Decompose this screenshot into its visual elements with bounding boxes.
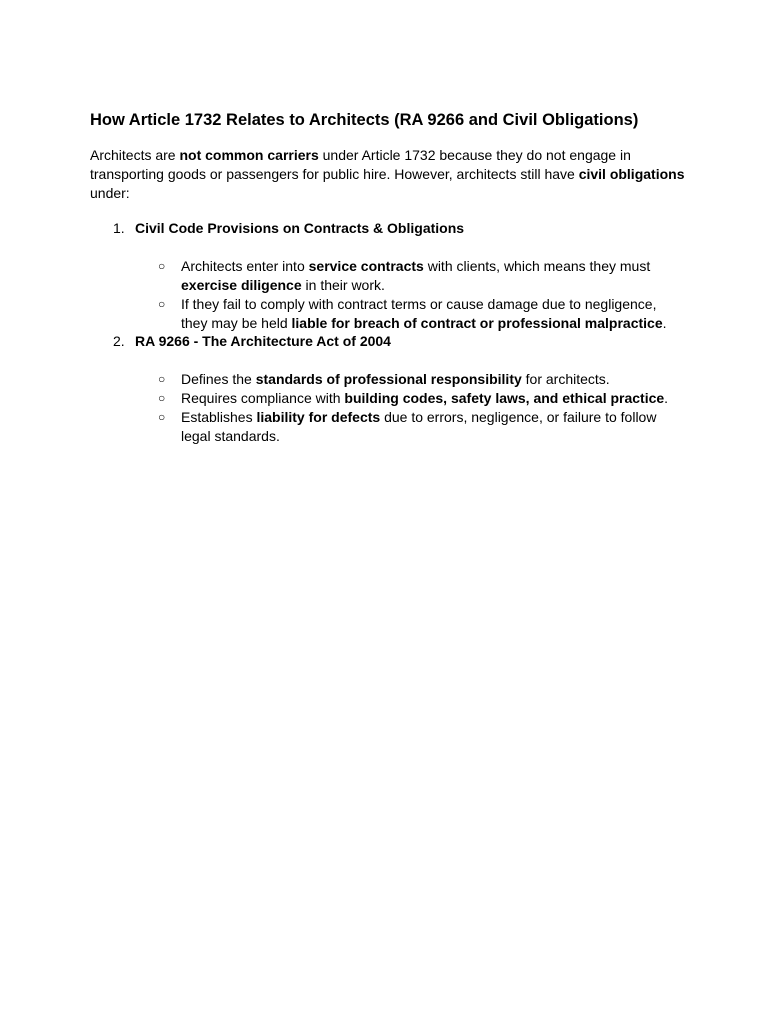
bullet-icon: ○ <box>158 391 166 405</box>
bullet-text-run: they may be held <box>181 315 292 331</box>
bullet-text-run: . <box>664 390 669 406</box>
intro-text: under Article 1732 because they do not engage in <box>318 147 631 163</box>
bullet-bold-run: liability for defects <box>256 409 381 425</box>
intro-text: transporting goods or passengers for public hire. However, architects still have <box>90 166 579 182</box>
bullet-text-run: Requires compliance with <box>181 390 345 406</box>
bullet-bold-run: exercise diligence <box>181 277 302 293</box>
list-number: 2. <box>113 333 125 349</box>
bullet-bold-run: standards of professional responsibility <box>255 371 522 387</box>
section-heading: RA 9266 - The Architecture Act of 2004 <box>135 333 391 349</box>
bullet-bold-run: building codes, safety laws, and ethical practice <box>344 390 665 406</box>
intro-text: under: <box>90 185 130 201</box>
bullet-bold-run: service contracts <box>308 258 424 274</box>
intro-paragraph <box>90 146 690 203</box>
intro-line-2 <box>90 165 690 184</box>
bullet-icon: ○ <box>158 297 166 311</box>
bullet-text-run: for architects. <box>521 371 610 387</box>
intro-line-1 <box>90 146 690 165</box>
bullet-text <box>181 408 701 446</box>
bullet-icon: ○ <box>158 410 166 424</box>
intro-text: Architects are <box>90 147 180 163</box>
document-title: How Article 1732 Relates to Architects (RA 9266 and Civil Obligations) <box>90 111 639 129</box>
bullet-text <box>181 370 701 389</box>
bullet-icon: ○ <box>158 372 166 386</box>
list-number: 1. <box>113 220 125 236</box>
bullet-text-run: Architects enter into <box>181 258 309 274</box>
bullet-text-run: Establishes <box>181 409 257 425</box>
bullet-icon: ○ <box>158 259 166 273</box>
intro-bold: not common carriers <box>179 147 319 163</box>
intro-line-3 <box>90 184 690 203</box>
intro-bold: civil obligations <box>578 166 685 182</box>
bullet-text <box>181 295 701 333</box>
bullet-text-run: If they fail to comply with contract terms or cause damage due to negligence, <box>181 296 657 312</box>
section-heading: Civil Code Provisions on Contracts & Obligations <box>135 220 465 236</box>
bullet-text <box>181 257 701 295</box>
bullet-text-run: due to errors, negligence, or failure to follow <box>380 409 657 425</box>
bullet-text <box>181 389 701 408</box>
bullet-text-run: in their work. <box>301 277 385 293</box>
bullet-bold-run: liable for breach of contract or professional malpractice <box>291 315 663 331</box>
bullet-text-run: legal standards. <box>181 428 280 444</box>
bullet-text-run: . <box>662 315 667 331</box>
bullet-text-run: Defines the <box>181 371 256 387</box>
bullet-text-run: with clients, which means they must <box>423 258 651 274</box>
